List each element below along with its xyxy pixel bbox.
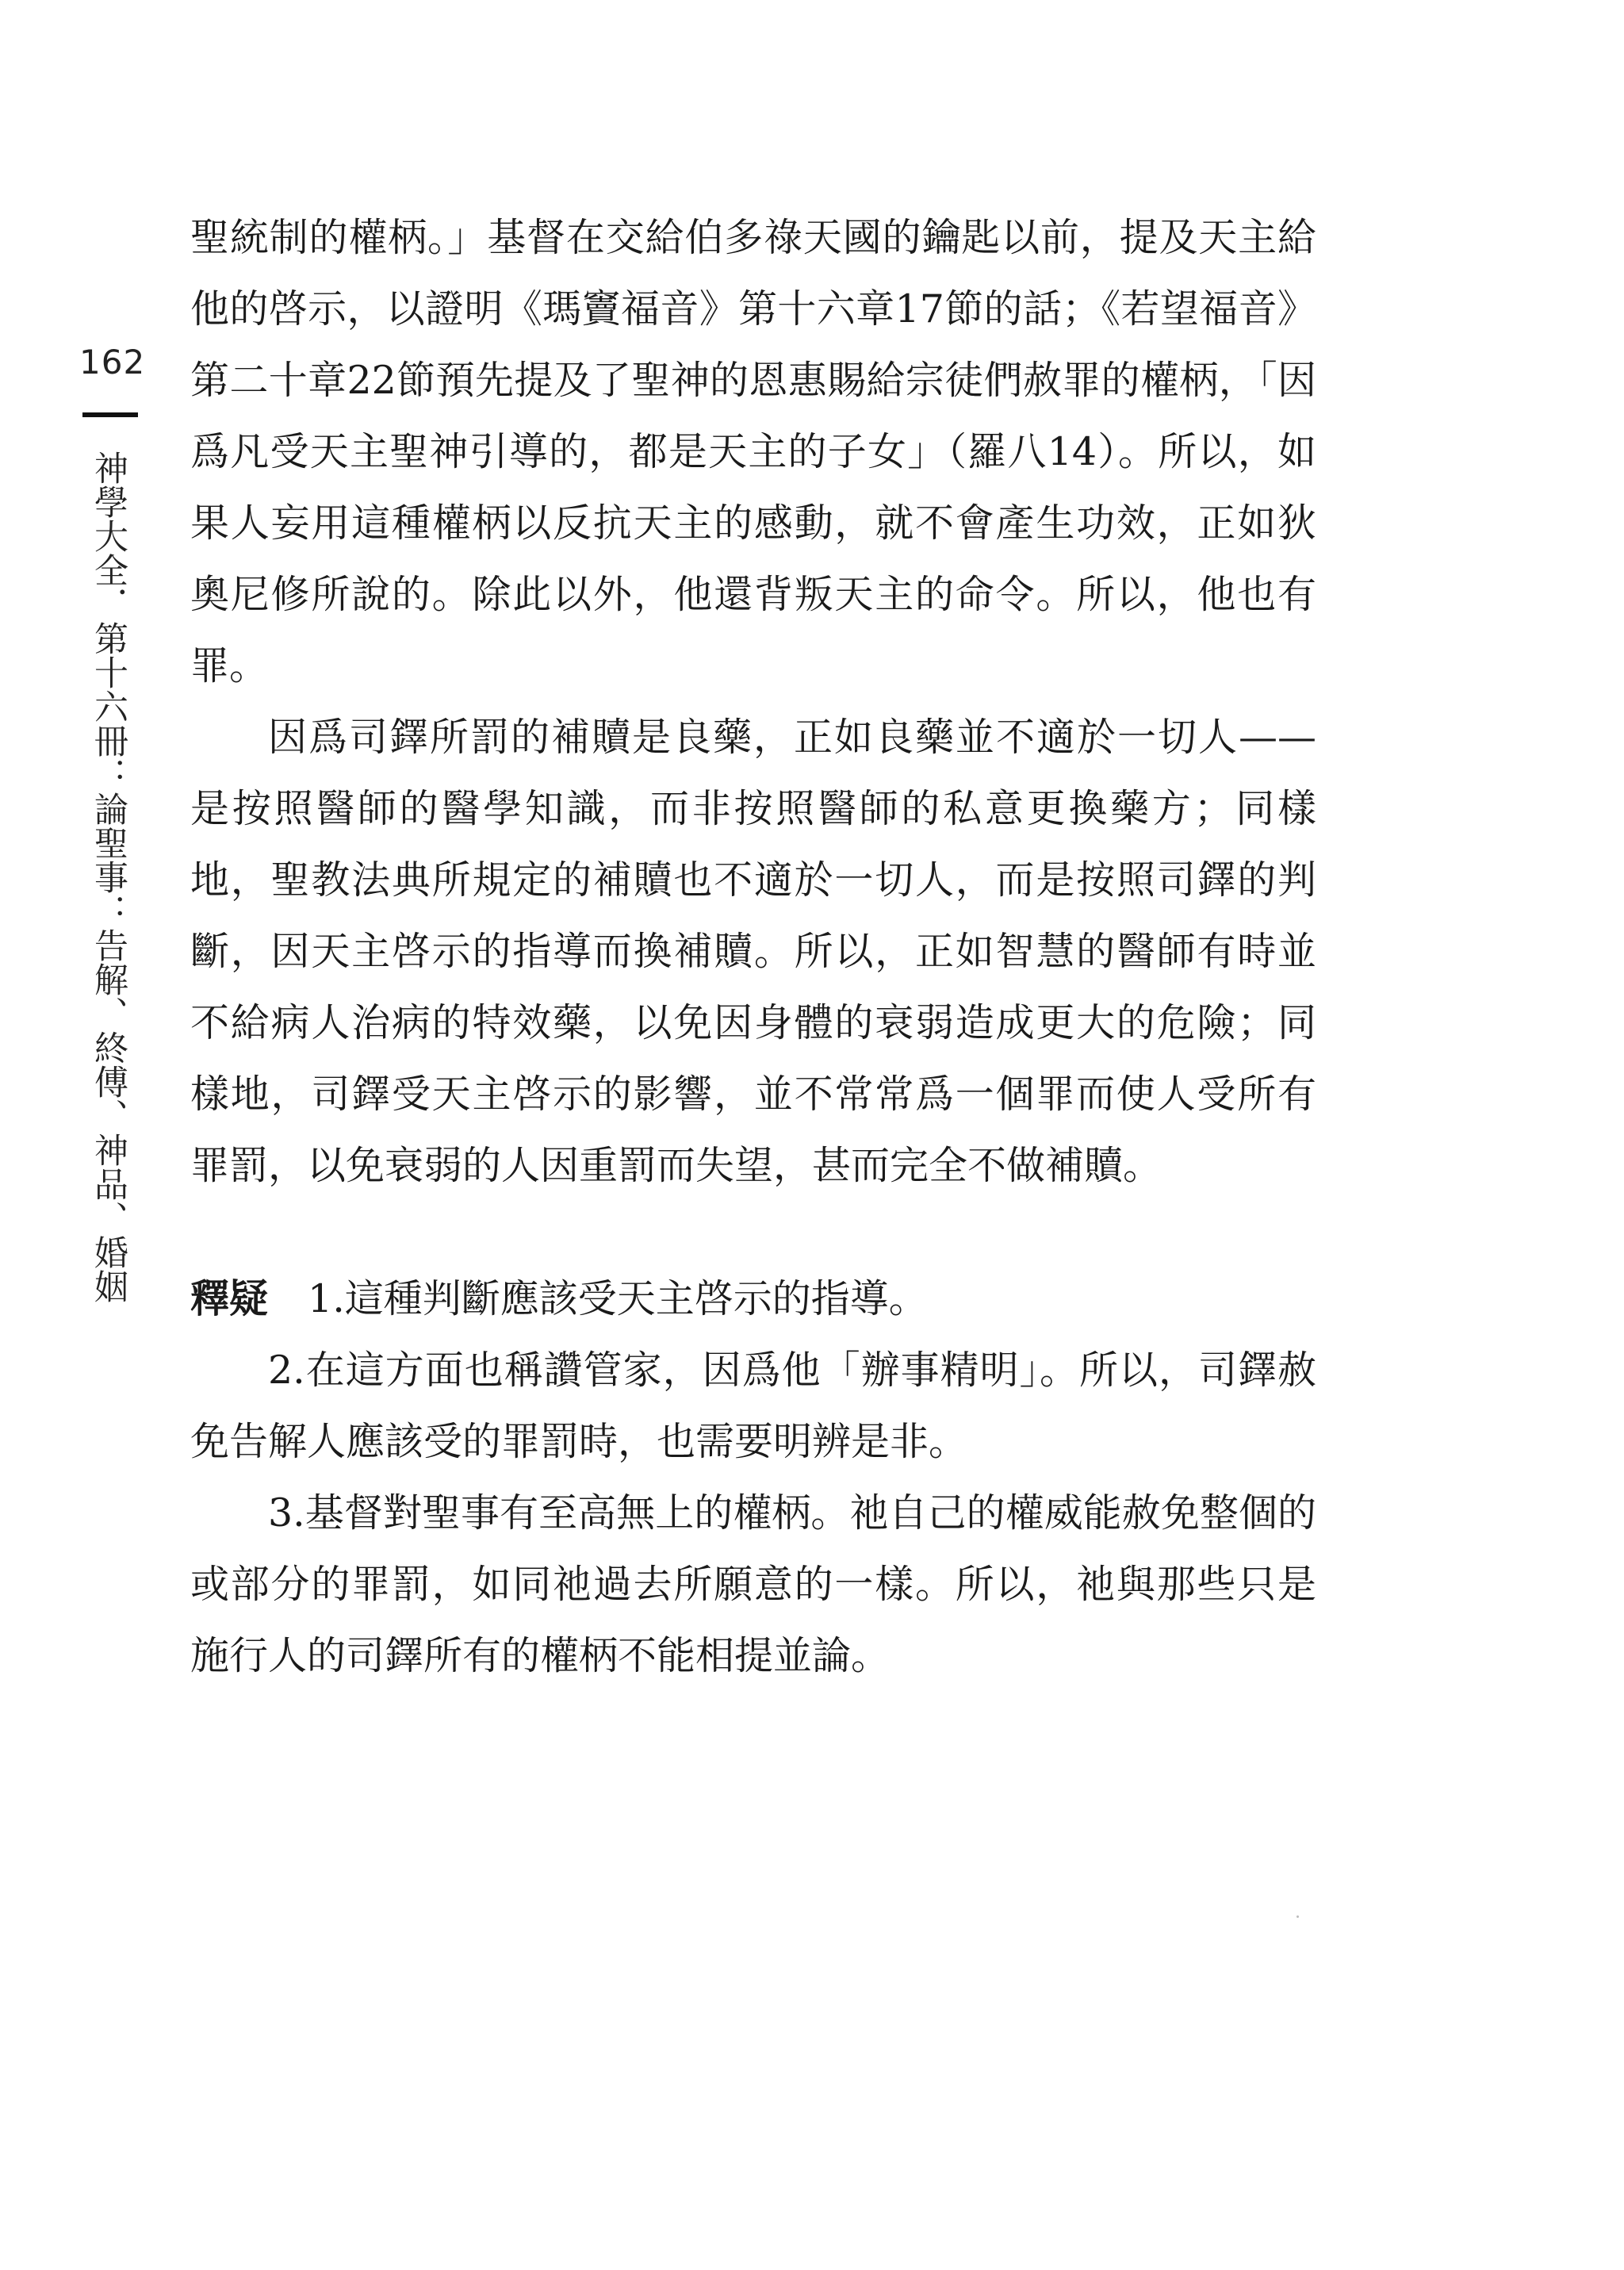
main-text [190, 202, 1316, 1692]
page-number-rule [82, 412, 138, 417]
paragraph-1-part-b: （羅八14）。所以，如果人妄用這種權柄以反抗天主的感動，就不會產生功效，正如狄奧尼修所說的。除此以外，他還背叛天主的命令。所以，他也有罪。 [190, 429, 1316, 688]
paragraph-2: 因爲司鐸所罰的補贖是良藥，正如良藥並不適於一切人——是按照醫師的醫學知識，而非按照醫師的私意更換藥方；同樣地，聖教法典所規定的補贖也不適於一切人，而是按照司鐸的判斷，因天主啓示的指導而換補贖。所以，正如智慧的醫師有時並不給病人治病的特效藥，以免因身體的衰弱造成更大的危險；同樣地，司鐸受天主啓示的影響，並不常常爲一個罪而使人受所有罪罰，以免衰弱的人因重罰而失望，甚而完全不做補贖。 [190, 715, 1316, 1188]
solutions-heading: 釋疑 [190, 1276, 269, 1321]
section-gap [190, 1202, 1316, 1263]
solution-1-line [190, 1263, 1316, 1335]
solution-2: 2.在這方面也稱讚管家，因爲他「辦事精明」。所以，司鐸赦免告解人應該受的罪罰時，也需要明辨是非。 [190, 1348, 1316, 1464]
scripture-quote: 「因爲凡受天主聖神引導的，都是天主的子女」 [190, 358, 1316, 474]
solution-3: 3.基督對聖事有至高無上的權柄。祂自己的權威能赦免整個的或部分的罪罰，如同祂過去所願意的一樣。所以，祂與那些只是施行人的司鐸所有的權柄不能相提並論。 [190, 1490, 1316, 1678]
page-number: 162 [79, 343, 146, 382]
scan-speck [1297, 1915, 1299, 1918]
paragraph-1-part-a: 聖統制的權柄。」基督在交給伯多祿天國的鑰匙以前，提及天主給他的啓示，以證明《瑪竇福音》第十六章17節的話；《若望福音》第二十章22節預先提及了聖神的恩惠賜給宗徒們赦罪的權柄， [190, 215, 1316, 403]
solution-1: 1.這種判斷應該受天主啓示的指導。 [308, 1276, 928, 1321]
paragraph-1 [190, 202, 1316, 702]
running-title: 神學大全．第十六冊：論聖事：告解、終傅、神品、婚姻 [89, 451, 128, 1303]
